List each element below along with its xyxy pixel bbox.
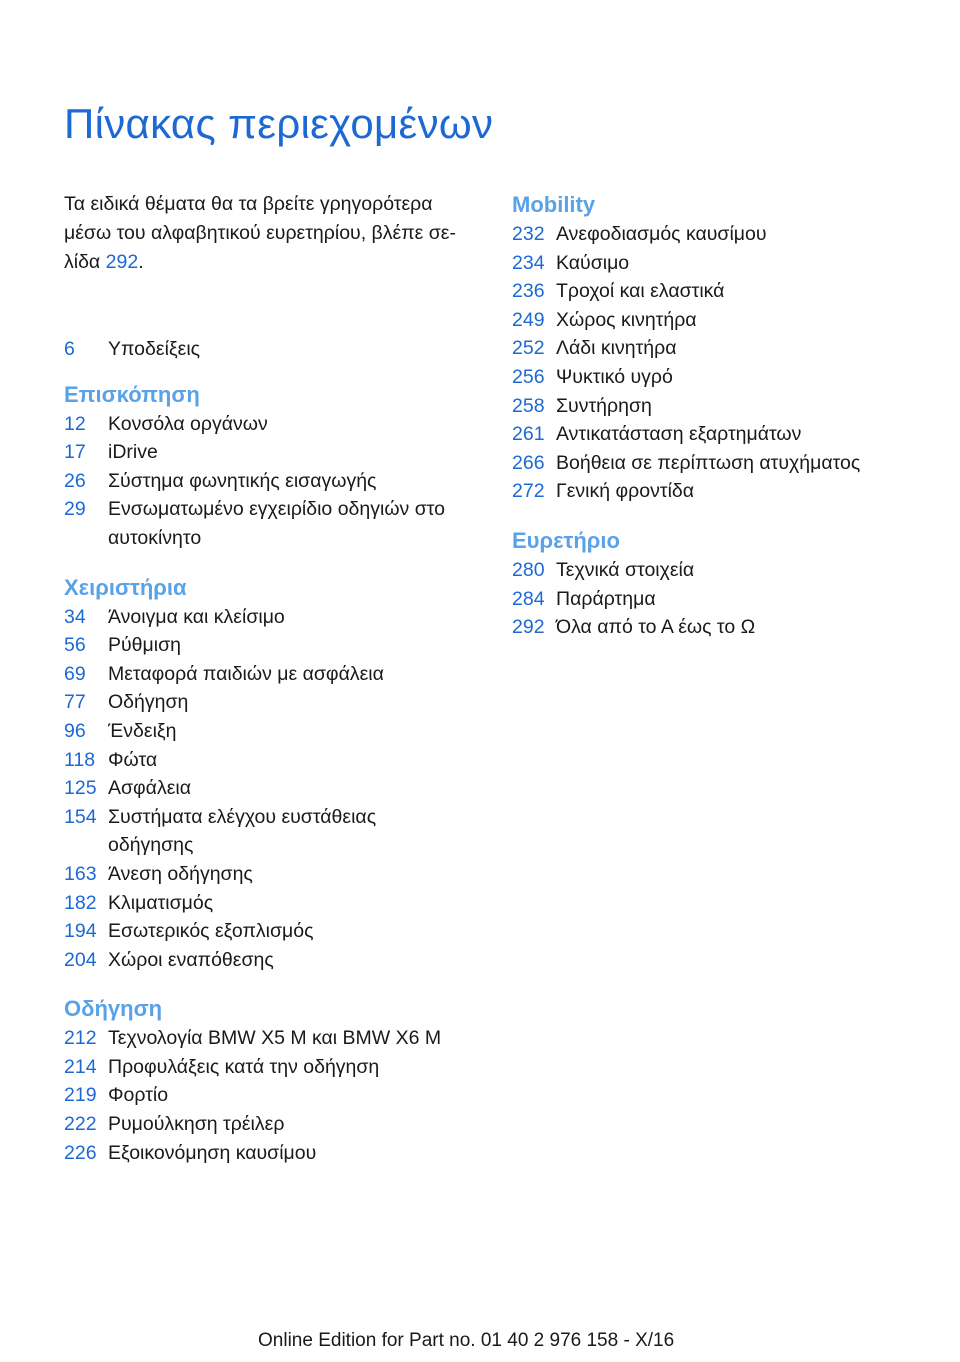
toc-entry-label[interactable]: Βοήθεια σε περίπτωση ατυχήματος (556, 451, 861, 474)
toc-section (512, 526, 912, 642)
toc-entry[interactable] (512, 585, 912, 614)
left-sections (64, 380, 464, 1168)
toc-entry-label[interactable]: Υποδείξεις (108, 338, 201, 360)
section-heading[interactable]: Οδήγηση (64, 996, 163, 1022)
section-heading[interactable]: Mobility (512, 192, 596, 217)
toc-page-number[interactable]: 212 (64, 1027, 97, 1050)
toc-entry-label[interactable]: Ψυκτικό υγρό (556, 365, 673, 388)
toc-entry-label[interactable]: Ένδειξη (108, 719, 177, 742)
toc-page-number[interactable]: 96 (64, 719, 86, 742)
right-sections (512, 190, 912, 642)
toc-page-number[interactable]: 222 (64, 1113, 97, 1136)
toc-page-number[interactable]: 234 (512, 251, 545, 274)
toc-entry[interactable] (512, 306, 912, 335)
toc-page-number[interactable]: 219 (64, 1084, 97, 1107)
toc-entry[interactable] (64, 1139, 464, 1168)
toc-entry[interactable] (64, 410, 464, 439)
toc-page-number[interactable]: 125 (64, 777, 97, 800)
toc-entry-label[interactable]: Εξοικονόμηση καυσίμου (108, 1141, 317, 1164)
toc-entry[interactable] (64, 467, 464, 496)
toc-entry-label[interactable]: Ενσωματωμένο εγχειρίδιο οδηγιών στο αυτοκίνητο (108, 498, 446, 549)
toc-entry-label[interactable]: Καύσιμο (556, 251, 630, 274)
toc-entry-label[interactable]: Φώτα (108, 748, 158, 771)
toc-entry[interactable] (64, 917, 464, 946)
section-heading[interactable]: Ευρετήριο (512, 527, 620, 553)
toc-entry-label[interactable]: Άνοιγμα και κλείσιμο (108, 605, 285, 628)
toc-page-number[interactable]: 182 (64, 891, 97, 914)
toc-entry[interactable] (64, 774, 464, 803)
intro-suffix: . (138, 251, 144, 273)
toc-page-number[interactable]: 34 (64, 605, 86, 628)
section-heading[interactable]: Χειριστήρια (64, 574, 187, 600)
toc-entry-label[interactable]: Ρυμούλκηση τρέιλερ (108, 1113, 285, 1136)
toc-section (512, 190, 912, 506)
toc-entry[interactable] (64, 1110, 464, 1139)
toc-entry[interactable] (512, 477, 912, 506)
toc-entry-label[interactable]: Αντικατάσταση εξαρτημάτων (556, 423, 802, 446)
toc-page-number[interactable]: 266 (512, 451, 545, 474)
toc-entry-label[interactable]: Τροχοί και ελαστικά (556, 280, 725, 303)
toc-entry[interactable] (64, 717, 464, 746)
toc-entry-label[interactable]: Εσωτερικός εξοπλισμός (108, 920, 314, 943)
toc-page-number[interactable]: 280 (512, 558, 545, 581)
toc-entry[interactable] (64, 746, 464, 775)
toc-entry-label[interactable]: Άνεση οδήγησης (108, 862, 253, 885)
toc-entry-label[interactable]: Παράρτημα (556, 587, 656, 610)
toc-entry-label[interactable]: Συστήματα ελέγχου ευστάθειας οδήγησης (108, 805, 377, 857)
toc-page-number[interactable]: 163 (64, 862, 97, 885)
intro-page-link[interactable]: 292 (105, 251, 139, 273)
toc-page-number[interactable]: 256 (512, 365, 545, 388)
toc-entry-label[interactable]: Ανεφοδιασμός καυσίμου (556, 223, 767, 245)
page-title: Πίνακας περιεχομένων (64, 100, 494, 147)
toc-entry-label[interactable]: Τεχνικά στοιχεία (556, 558, 695, 581)
toc-page-number[interactable]: 292 (512, 616, 545, 639)
toc-page-number[interactable]: 69 (64, 662, 86, 685)
toc-entry-label[interactable]: iDrive (108, 441, 158, 464)
toc-entry[interactable] (64, 660, 464, 689)
toc-page-number[interactable]: 17 (64, 441, 86, 464)
toc-section (64, 994, 464, 1167)
toc-page-number[interactable]: 261 (512, 423, 545, 446)
intro-paragraph (64, 190, 464, 277)
toc-section (64, 380, 464, 553)
toc-entry[interactable] (64, 335, 464, 364)
toc-entry[interactable] (64, 1024, 464, 1053)
toc-entry[interactable] (512, 277, 912, 306)
toc-entry[interactable] (512, 392, 912, 421)
toc-entry-label[interactable]: Όλα από το Α έως το Ω (556, 616, 756, 639)
toc-entry[interactable] (512, 334, 912, 363)
toc-page-number[interactable]: 236 (512, 280, 545, 303)
toc-entry[interactable] (64, 688, 464, 717)
toc-page-number[interactable]: 284 (512, 587, 545, 610)
toc-entry-label[interactable]: Κονσόλα οργάνων (108, 412, 268, 435)
toc-entry[interactable] (512, 556, 912, 585)
toc-page-number[interactable]: 272 (512, 480, 545, 503)
toc-page-number[interactable]: 77 (64, 691, 86, 714)
toc-entry[interactable] (512, 449, 912, 478)
toc-entry-label[interactable]: Λάδι κινητήρα (556, 337, 677, 360)
toc-page-number[interactable]: 6 (64, 338, 75, 360)
toc-entry-label[interactable]: Μεταφορά παιδιών με ασφάλεια (108, 662, 384, 685)
toc-entry-label[interactable]: Ρύθμιση (108, 634, 181, 657)
toc-entry[interactable] (64, 438, 464, 467)
toc-entry[interactable] (64, 1081, 464, 1110)
toc-entry-label[interactable]: Συντήρηση (556, 394, 652, 417)
toc-page-number[interactable]: 194 (64, 920, 97, 943)
toc-entry-label[interactable]: Οδήγηση (108, 691, 189, 714)
toc-entry[interactable] (512, 220, 912, 249)
toc-entry[interactable] (64, 631, 464, 660)
toc-page-number[interactable]: 29 (64, 498, 86, 521)
toc-page-number[interactable]: 249 (512, 308, 545, 331)
toc-entry-label[interactable]: Γενική φροντίδα (556, 480, 695, 503)
right-column (512, 190, 912, 642)
toc-entry[interactable] (64, 1053, 464, 1082)
toc-entry-label[interactable]: Κλιματισμός (108, 891, 214, 914)
toc-entry[interactable] (512, 363, 912, 392)
toc-section (64, 573, 464, 975)
toc-page-number[interactable]: 252 (512, 337, 545, 360)
toc-entry-label[interactable]: Προφυλάξεις κατά την οδήγηση (108, 1055, 380, 1078)
left-column (64, 190, 464, 1167)
toc-page-number[interactable]: 26 (64, 469, 86, 492)
toc-entry-label[interactable]: Τεχνολογία BMW X5 M και BMW X6 M (108, 1027, 442, 1050)
footer-edition-note: Online Edition for Part no. 01 40 2 976 158 - X/16 (258, 1330, 675, 1351)
toc-entry-label[interactable]: Φορτίο (108, 1084, 169, 1107)
toc-page-number[interactable]: 204 (64, 948, 97, 971)
toc-entry[interactable] (64, 860, 464, 889)
toc-page-number[interactable]: 232 (512, 223, 545, 245)
toc-page-number[interactable]: 56 (64, 634, 86, 657)
toc-entry-label[interactable]: Ασφάλεια (108, 777, 192, 800)
toc-page-number[interactable]: 214 (64, 1055, 97, 1078)
section-heading[interactable]: Επισκόπηση (64, 381, 200, 407)
toc-entry[interactable] (64, 889, 464, 918)
toc-entry-label[interactable]: Χώρος κινητήρα (556, 308, 697, 331)
toc-entry[interactable] (64, 946, 464, 975)
intro-text: Τα ειδικά θέματα θα τα βρείτε γρηγορότερα μέσω του αλφαβητικού ευρετηρίου, βλέπε σελίδα (64, 193, 456, 273)
toc-entry[interactable] (64, 603, 464, 632)
toc-entry[interactable] (64, 803, 464, 860)
toc-page-number[interactable]: 118 (64, 748, 96, 771)
toc-entry[interactable] (64, 495, 464, 552)
toc-page-number[interactable]: 226 (64, 1141, 97, 1164)
toc-entry[interactable] (512, 420, 912, 449)
toc-page-number[interactable]: 12 (64, 412, 86, 435)
toc-entry-label[interactable]: Χώροι εναπόθεσης (108, 948, 274, 971)
toc-entry-label[interactable]: Σύστημα φωνητικής εισαγωγής (108, 469, 377, 492)
toc-entry[interactable] (512, 613, 912, 642)
toc-entry[interactable] (512, 249, 912, 278)
toc-page-number[interactable]: 258 (512, 394, 545, 417)
toc-page-number[interactable]: 154 (64, 805, 97, 828)
